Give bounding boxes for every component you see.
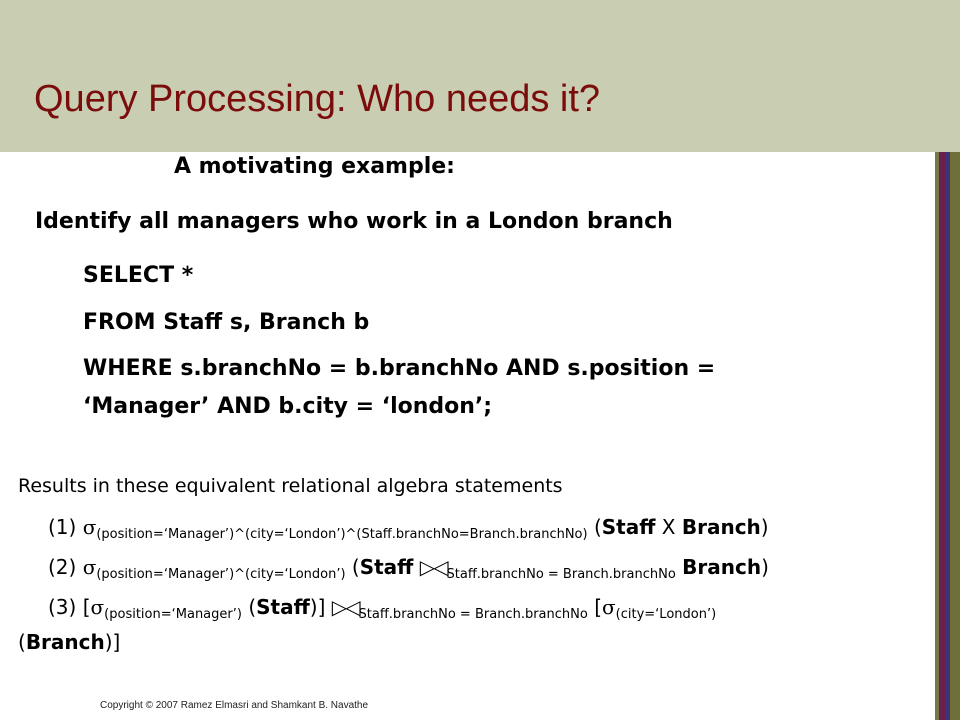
relation-branch: Branch <box>682 555 762 579</box>
cross-product-symbol: X <box>655 515 682 539</box>
relation-staff: Staff <box>359 555 414 579</box>
slide-subtitle: A motivating example: <box>174 154 455 179</box>
algebra-statement-3-continuation <box>18 630 120 654</box>
statement-number: (1) <box>48 515 77 539</box>
paren-open: ( <box>593 515 602 539</box>
sigma-symbol: σ <box>82 555 97 579</box>
paren-close: ) <box>760 515 769 539</box>
relation-staff: Staff <box>601 515 656 539</box>
join-symbol: ▷◁ <box>419 555 447 579</box>
slide-title: Query Processing: Who needs it? <box>34 78 601 120</box>
paren-open: ( <box>248 595 257 619</box>
bracket-close: )] <box>104 630 121 654</box>
bracket-open: [ <box>82 595 91 619</box>
statement-number: (3) <box>48 595 77 619</box>
copyright-footer: Copyright © 2007 Ramez Elmasri and Shamkant B. Navathe <box>100 700 369 711</box>
sigma-symbol: σ <box>82 515 97 539</box>
paren-open: ( <box>351 555 360 579</box>
selection-condition: (position=‘Manager’)^(city=‘London’) <box>96 567 346 582</box>
task-statement: Identify all managers who work in a London branch <box>35 209 673 234</box>
relation-staff: Staff <box>256 595 310 619</box>
relation-branch: Branch <box>681 515 761 539</box>
stripe-olive <box>950 152 960 720</box>
sigma-symbol: σ <box>90 595 105 619</box>
selection-condition: (city=‘London’) <box>615 607 717 622</box>
selection-condition: (position=‘Manager’)^(city=‘London’)^(Staff.branchNo=Branch.branchNo) <box>96 527 588 542</box>
sql-where-continuation: ‘Manager’ AND b.city = ‘london’; <box>83 394 493 419</box>
relation-branch: Branch <box>25 630 105 654</box>
selection-condition: (position=‘Manager’) <box>104 607 242 622</box>
sigma-symbol: σ <box>602 595 616 619</box>
sql-select-line: SELECT * <box>83 263 194 288</box>
algebra-statement-1 <box>48 517 769 541</box>
algebra-statement-2 <box>48 557 769 581</box>
sql-where-line: WHERE s.branchNo = b.branchNo AND s.position = <box>83 356 716 381</box>
sql-from-line: FROM Staff s, Branch b <box>83 310 370 335</box>
join-condition: Staff.branchNo = Branch.branchNo <box>358 607 588 622</box>
algebra-intro: Results in these equivalent relational algebra statements <box>18 475 563 497</box>
decorative-stripes <box>935 152 960 720</box>
join-symbol: ▷◁ <box>331 595 359 619</box>
paren-close: ) <box>761 555 769 579</box>
join-condition: Staff.branchNo = Branch.branchNo <box>446 567 676 582</box>
paren-open: ( <box>18 630 26 654</box>
bracket-close: )] <box>309 595 326 619</box>
title-band <box>0 0 960 152</box>
statement-number: (2) <box>48 555 77 579</box>
bracket-open: [ <box>594 595 602 619</box>
algebra-statement-3 <box>48 597 716 621</box>
